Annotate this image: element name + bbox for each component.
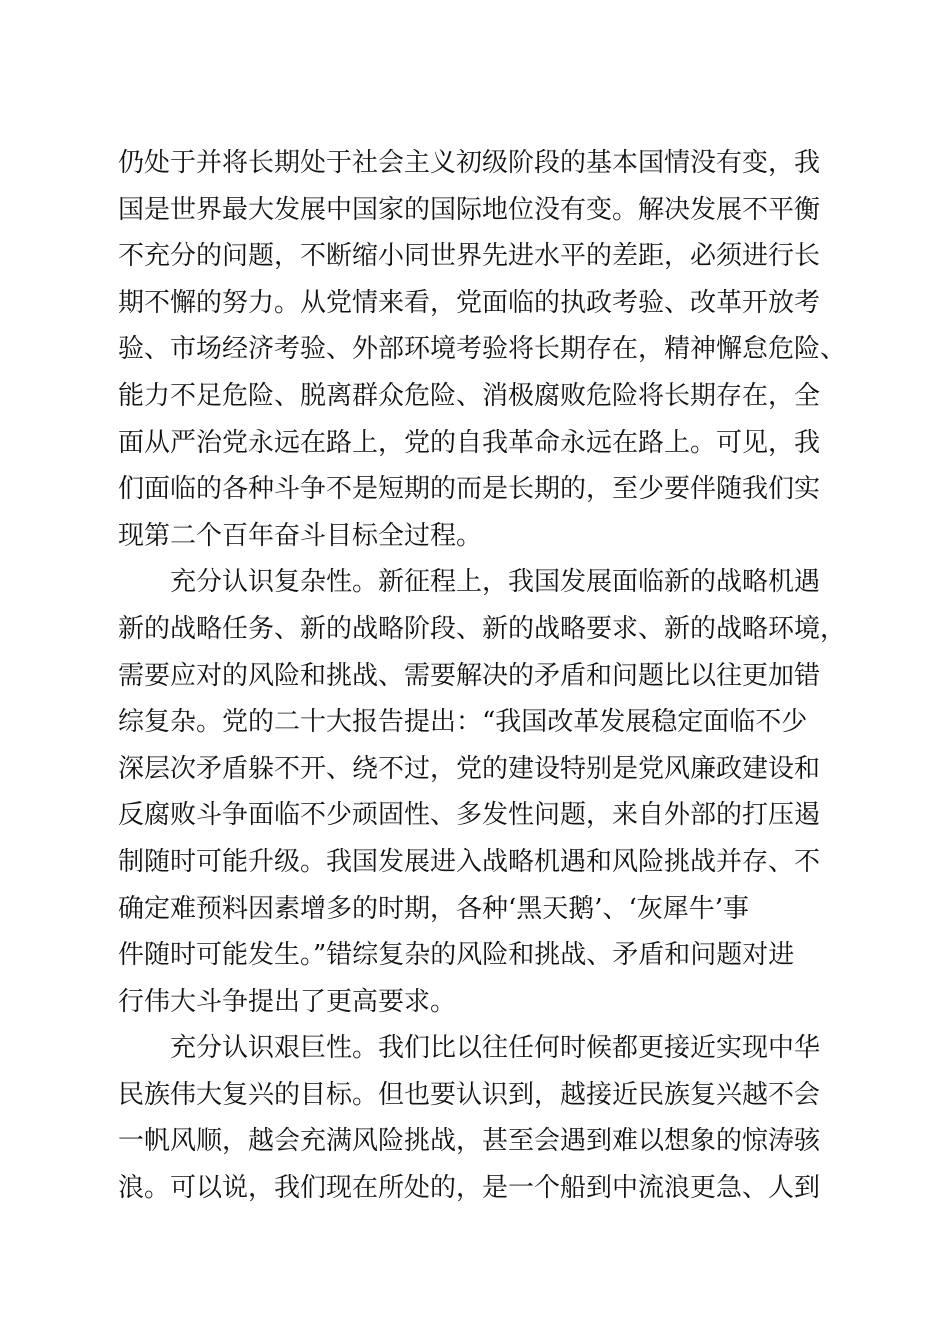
text-line: 深层次矛盾躲不开、绕不过，党的建设特别是党风廉政建设和: [118, 753, 821, 784]
text-line: 验、市场经济考验、外部环境考验将长期存在，精神懈怠危险、: [118, 334, 847, 365]
text-line: 不充分的问题，不断缩小同世界先进水平的差距，必须进行长: [118, 241, 821, 272]
text-line: 现第二个百年奋斗目标全过程。: [118, 520, 483, 551]
text-line: 们面临的各种斗争不是短期的而是长期的，至少要伴随我们实: [118, 474, 821, 505]
text-line: 国是世界最大发展中国家的国际地位没有变。解决发展不平衡: [118, 194, 821, 225]
body-text: [118, 140, 847, 1212]
text-line: 仍处于并将长期处于社会主义初级阶段的基本国情没有变，我: [118, 148, 821, 178]
text-line: 制随时可能升级。我国发展进入战略机遇和风险挑战并存、不: [118, 846, 821, 877]
text-line: 行伟大斗争提出了更高要求。: [118, 986, 457, 1017]
text-line: 一帆风顺，越会充满风险挑战，甚至会遇到难以想象的惊涛骇: [118, 1126, 821, 1157]
text-line: 需要应对的风险和挑战、需要解决的矛盾和问题比以往更加错: [118, 660, 821, 691]
paragraph-heading-line: 充分认识复杂性。新征程上，我国发展面临新的战略机遇: [118, 567, 821, 598]
text-line: 面从严治党永远在路上，党的自我革命永远在路上。可见，我: [118, 427, 821, 458]
text-line: 反腐败斗争面临不少顽固性、多发性问题，来自外部的打压遏: [118, 800, 821, 831]
text-line: 综复杂。党的二十大报告提出：“我国改革发展稳定面临不少: [118, 707, 808, 738]
text-line: 能力不足危险、脱离群众危险、消极腐败危险将长期存在，全: [118, 380, 821, 411]
text-line: 浪。可以说，我们现在所处的，是一个船到中流浪更急、人到: [118, 1173, 821, 1204]
text-line: 件随时可能发生。”错综复杂的风险和挑战、矛盾和问题对进: [118, 940, 795, 971]
text-line: 新的战略任务、新的战略阶段、新的战略要求、新的战略环境，: [118, 613, 847, 644]
text-line: 确定难预料因素增多的时期，各种‘黑天鹅’、‘灰犀牛’事: [118, 893, 750, 924]
paragraph-heading-line: 充分认识艰巨性。我们比以往任何时候都更接近实现中华: [118, 1033, 821, 1064]
text-line: 期不懈的努力。从党情来看，党面临的执政考验、改革开放考: [118, 287, 821, 318]
text-line: 民族伟大复兴的目标。但也要认识到，越接近民族复兴越不会: [118, 1079, 821, 1110]
